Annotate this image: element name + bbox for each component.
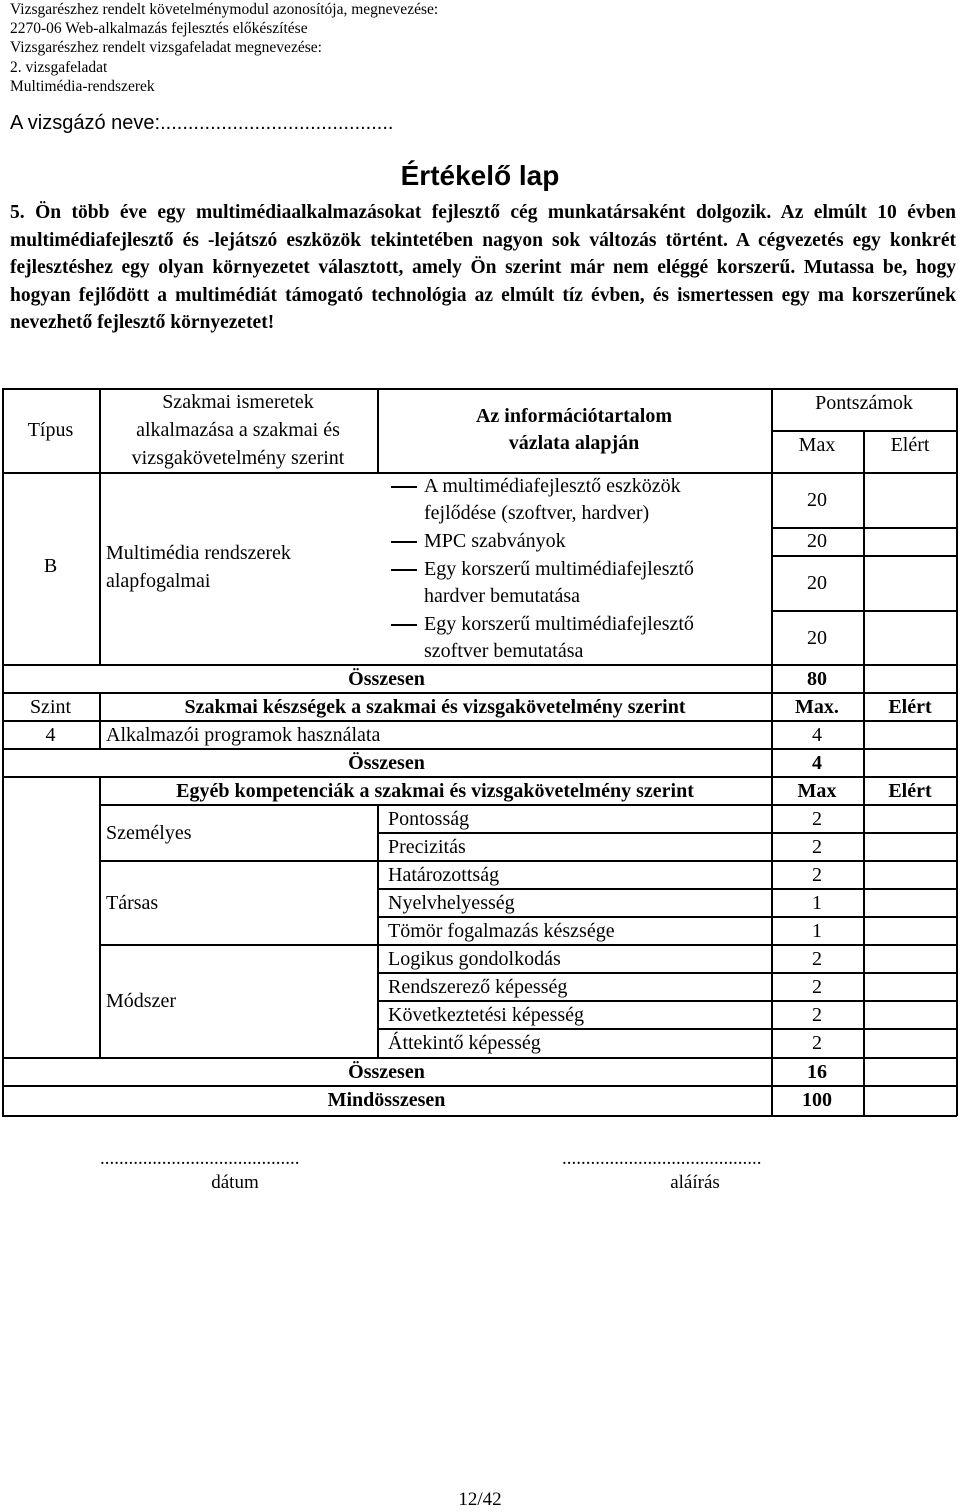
page-number: 12/42 [458, 1489, 502, 1510]
col-header-pontszamok: Pontszámok [815, 392, 913, 414]
competency-name: Rendszerező képesség [388, 976, 568, 998]
document-header [10, 0, 438, 96]
col-header-info: vázlata alapján [508, 432, 640, 454]
competency-name: Áttekintő képesség [388, 1032, 541, 1054]
competency-max: 2 [812, 836, 822, 858]
header-line: 2270-06 Web-alkalmazás fejlesztés előkészítése [10, 20, 308, 38]
comp-elert: Elért [888, 780, 932, 802]
competency-group: Társas [106, 892, 159, 914]
grand-total-label: Mindösszesen [327, 1089, 446, 1111]
competency-max: 2 [812, 808, 822, 830]
competency-max: 2 [812, 1004, 822, 1026]
header-line: Vizsgarészhez rendelt vizsgafeladat megnevezése: [10, 39, 322, 57]
task-description: 5. Ön több éve egy multimédiaalkalmazásokat fejlesztő cég munkatársaként dolgozik. Az elmúlt 10 évben multimédiafejlesztő és -lejátszó eszközök tekintetében nagyon sok változás történt. A cégvezetés egy konkrét fejlesztéshez egy olyan környezetet választott, amely Ön szerint már nem eléggé korszerű. Mutassa be, hogy hogyan fejlődött a multimédiát támogató technológia az elmúlt tíz évben, és ismertessen egy ma korszerűnek nevezhető fejlesztő környezetet! [10, 202, 956, 334]
competency-name: Precizitás [388, 836, 466, 858]
col-header-tipus: Típus [27, 419, 74, 441]
competency-name: Határozottság [388, 864, 500, 886]
total-label: Összesen [348, 752, 425, 774]
total-value: 16 [807, 1061, 827, 1083]
col-header-szakmai: Szakmai ismeretek [162, 391, 314, 413]
competency-max: 2 [812, 1032, 822, 1054]
header-line: Vizsgarészhez rendelt követelménymodul azonosítója, megnevezése: [10, 1, 439, 18]
info-item: hardver bemutatása [424, 585, 581, 607]
skill-level: 4 [45, 724, 56, 746]
date-label: dátum [211, 1172, 259, 1193]
total-value: 4 [812, 752, 822, 774]
competencies-header: Egyéb kompetenciák a szakmai és vizsgakövetelmény szerint [176, 780, 694, 802]
col-header-info: Az információtartalom [475, 405, 673, 427]
header-line: 2. vizsgafeladat [10, 58, 108, 76]
competency-max: 1 [812, 892, 822, 914]
max-value: 20 [807, 627, 827, 649]
competency-name: Következtetési képesség [388, 1004, 585, 1026]
max-value: 20 [807, 489, 827, 511]
info-item: Egy korszerű multimédiafejlesztő [424, 558, 694, 580]
skills-header: Szakmai készségek a szakmai és vizsgakövetelmény szerint [184, 696, 686, 718]
evaluation-table [2, 388, 957, 1116]
skills-max: Max. [795, 696, 839, 718]
info-item: fejlődése (szoftver, hardver) [424, 502, 650, 524]
competency-name: Nyelvhelyesség [388, 892, 515, 914]
info-item: Egy korszerű multimédiafejlesztő [424, 613, 694, 635]
info-item: A multimédiafejlesztő eszközök [424, 475, 681, 497]
topic-label: alapfogalmai [106, 570, 211, 592]
col-header-szakmai: vizsgakövetelmény szerint [131, 447, 345, 469]
competency-max: 1 [812, 920, 822, 942]
info-item: MPC szabványok [424, 530, 566, 552]
header-line: Multimédia-rendszerek [10, 77, 155, 95]
signature-dots: .......................................... [562, 1148, 762, 1169]
skill-name: Alkalmazói programok használata [106, 724, 381, 746]
col-header-szakmai: alkalmazása a szakmai és [136, 419, 340, 441]
date-dots: .......................................... [100, 1148, 300, 1169]
total-label: Összesen [348, 1061, 425, 1083]
total-value: 80 [807, 668, 827, 690]
skill-max: 4 [812, 724, 822, 746]
col-header-max: Max [798, 434, 836, 456]
total-label: Összesen [348, 668, 425, 690]
szint-label: Szint [29, 696, 72, 718]
competency-max: 2 [812, 948, 822, 970]
competency-name: Pontosság [388, 808, 470, 830]
info-item: szoftver bemutatása [424, 640, 584, 662]
type-value: B [43, 555, 58, 577]
competency-name: Logikus gondolkodás [388, 948, 561, 970]
grand-total-value: 100 [802, 1089, 832, 1111]
examinee-name-field: A vizsgázó neve:.......................................... [10, 112, 394, 134]
max-value: 20 [807, 530, 827, 552]
col-header-elert: Elért [890, 434, 930, 456]
topic-label: Multimédia rendszerek [106, 542, 291, 564]
competency-group: Személyes [106, 822, 192, 844]
signature-label: aláírás [670, 1172, 720, 1193]
max-value: 20 [807, 572, 827, 594]
comp-max: Max [797, 780, 837, 802]
competency-name: Tömör fogalmazás készsége [388, 920, 615, 942]
competency-group: Módszer [106, 990, 176, 1012]
competency-max: 2 [812, 976, 822, 998]
competency-max: 2 [812, 864, 822, 886]
skills-elert: Elért [888, 696, 932, 718]
page-title: Értékelő lap [400, 160, 560, 191]
